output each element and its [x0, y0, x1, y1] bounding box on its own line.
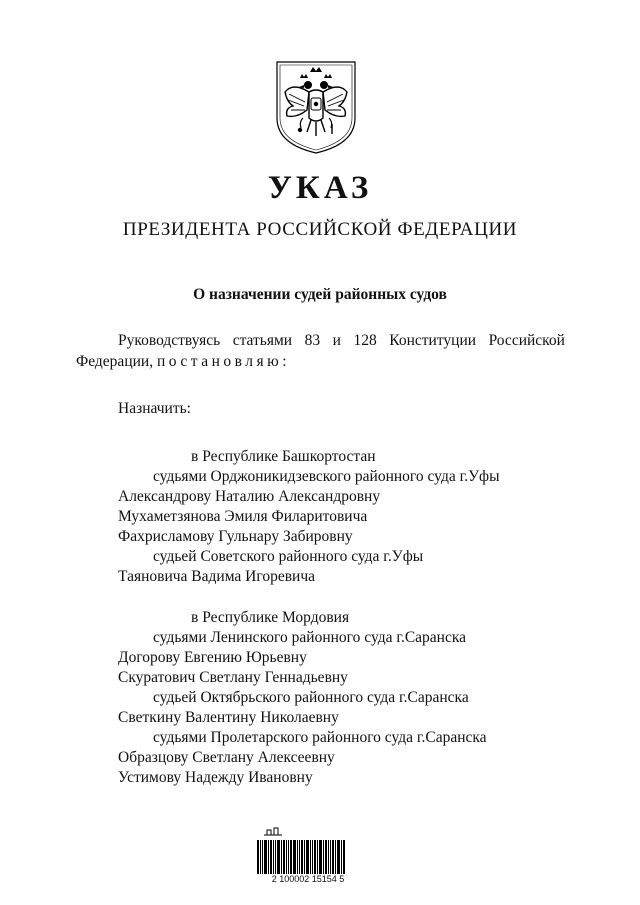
preamble-word: 83	[304, 332, 321, 349]
judge-name: Мухаметзянова Эмиля Филаритовича	[118, 508, 368, 525]
preamble-start: Федерации,	[76, 353, 154, 370]
barcode-bars	[257, 840, 359, 874]
judge-name: Образцову Светлану Алексеевну	[118, 749, 335, 766]
court-line: судьями Ленинского районного суда г.Саранска	[153, 629, 467, 646]
judge-name: Догорову Евгению Юрьевну	[118, 649, 307, 666]
document-barcode	[253, 826, 363, 884]
preamble-word: Российской	[488, 332, 565, 349]
court-line: судьей Советского районного суда г.Уфы	[153, 548, 424, 565]
court-line: судьями Орджоникидзевского районного суда г.Уфы	[153, 468, 500, 485]
judge-name: Фахрисламову Гульнару Забировну	[118, 528, 353, 545]
state-emblem-icon	[273, 58, 359, 156]
judge-name: Устимову Надежду Ивановну	[118, 769, 313, 786]
decree-heading: О назначении судей районных судов	[193, 286, 447, 303]
decree-subtitle: ПРЕЗИДЕНТА РОССИЙСКОЙ ФЕДЕРАЦИИ	[122, 219, 518, 240]
preamble-word: и	[332, 332, 341, 349]
preamble-word: статьями	[232, 332, 293, 349]
region-heading: в Республике Мордовия	[191, 609, 350, 626]
judge-name: Светкину Валентину Николаевну	[118, 709, 339, 726]
preamble-word: Конституции	[389, 332, 477, 349]
region-heading: в Республике Башкортостан	[191, 448, 376, 465]
preamble-line-1	[76, 330, 565, 351]
preamble-paragraph	[76, 330, 565, 372]
appoint-label: Назначить:	[118, 400, 191, 417]
preamble-resolve: постановляю:	[156, 353, 291, 370]
judge-name: Таяновича Вадима Игоревича	[118, 568, 315, 585]
judge-name: Скуратович Светлану Геннадьевну	[118, 669, 348, 686]
judge-name: Александрову Наталию Александровну	[118, 488, 381, 505]
barcode-number: 2 100002 15154 5	[271, 874, 345, 884]
preamble-line-2	[76, 351, 565, 372]
preamble-word: 128	[353, 332, 377, 349]
court-line: судьей Октябрьского районного суда г.Саранска	[153, 689, 469, 706]
preamble-word: Руководствуясь	[118, 332, 221, 349]
court-line: судьями Пролетарского районного суда г.Саранска	[153, 729, 487, 746]
decree-title: УКАЗ	[267, 170, 373, 206]
registration-mark-icon	[263, 826, 283, 836]
